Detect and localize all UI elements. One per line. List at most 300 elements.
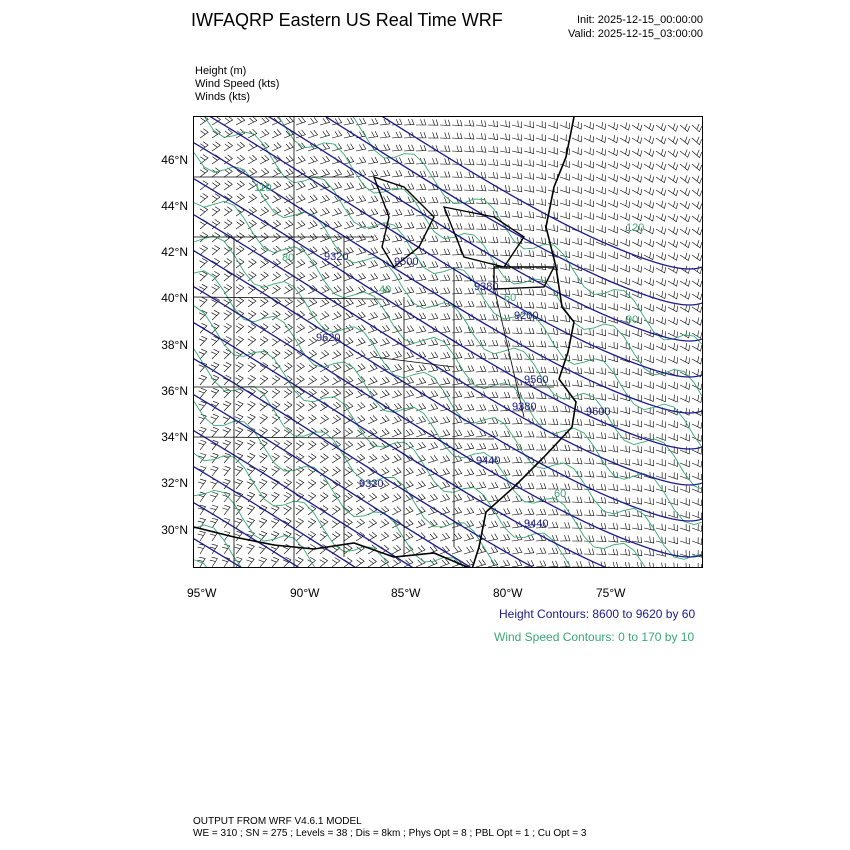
- wind-speed-contour: [194, 341, 703, 568]
- wind-barb: [572, 510, 582, 516]
- wind-barb: [656, 446, 666, 453]
- wind-barb: [452, 391, 462, 398]
- wind-barb: [380, 390, 389, 398]
- wind-barb: [608, 523, 618, 529]
- wind-barb: [368, 519, 377, 528]
- wind-barb: [524, 224, 534, 231]
- wind-barb: [404, 145, 414, 151]
- wind-barb: [692, 189, 702, 197]
- wind-barb: [668, 136, 678, 144]
- wind-barb: [235, 479, 243, 489]
- wind-barb: [584, 122, 594, 129]
- wind-barb: [308, 195, 317, 203]
- wind-barb: [548, 406, 558, 412]
- wind-barb: [680, 382, 690, 390]
- wind-barb: [596, 497, 606, 503]
- wind-barb: [572, 497, 582, 503]
- wind-barb: [248, 362, 256, 372]
- wind-barb: [656, 356, 666, 363]
- wind-barb: [296, 285, 305, 294]
- wind-barb: [404, 119, 414, 125]
- height-contour-label: 9560: [524, 374, 549, 386]
- wind-barb: [572, 199, 582, 206]
- wind-barb: [428, 416, 438, 424]
- wind-barb: [392, 545, 401, 554]
- wind-barb: [440, 559, 449, 567]
- wind-barb: [680, 292, 690, 300]
- wind-barb: [272, 389, 280, 399]
- wind-barb: [512, 392, 522, 398]
- wind-barb: [271, 492, 279, 502]
- wind-barb: [199, 271, 207, 281]
- wind-barb: [440, 171, 450, 177]
- wind-barb: [392, 351, 402, 359]
- wind-barb: [308, 156, 317, 164]
- wind-barb: [211, 414, 219, 424]
- wind-barb: [620, 562, 630, 568]
- wind-barb: [248, 375, 256, 385]
- lat-label: 36°N: [161, 384, 188, 398]
- wind-barb: [536, 341, 546, 347]
- wind-barb: [452, 417, 462, 424]
- wind-barb: [536, 199, 546, 206]
- wind-barb: [452, 546, 462, 554]
- wind-barb: [198, 479, 206, 489]
- wind-barb: [536, 406, 546, 412]
- wind-barb: [692, 511, 702, 518]
- wind-barb: [296, 480, 304, 490]
- wind-barb: [320, 558, 328, 568]
- wind-barb: [488, 314, 498, 320]
- wind-barb: [464, 185, 474, 191]
- wind-barb: [572, 173, 582, 180]
- height-contour-label: 9500: [394, 256, 419, 268]
- wind-barb: [332, 558, 340, 567]
- wind-barb: [296, 505, 304, 515]
- wind-barb: [452, 326, 462, 333]
- wind-barb: [284, 363, 292, 372]
- wind-barb: [668, 382, 678, 390]
- wind-barb: [620, 161, 630, 169]
- wind-barb: [536, 289, 546, 295]
- wind-barb: [524, 328, 534, 334]
- wind-barb: [524, 147, 534, 154]
- wind-barb: [248, 337, 256, 347]
- wind-barb: [488, 237, 498, 243]
- wind-barb: [692, 163, 702, 171]
- height-contour: [194, 491, 703, 568]
- wind-barb: [680, 511, 690, 518]
- wind-barb: [488, 379, 498, 385]
- wind-barb: [524, 302, 534, 308]
- wind-barb: [296, 220, 305, 229]
- wind-barb: [464, 365, 474, 372]
- wind-barb: [332, 221, 341, 229]
- wind-barb: [548, 548, 558, 554]
- wind-barb: [656, 382, 666, 389]
- wind-barb: [392, 325, 402, 333]
- wind-barb: [608, 161, 618, 169]
- wind-barb: [488, 224, 498, 230]
- lat-label: 32°N: [161, 476, 188, 490]
- wind-barb: [620, 278, 630, 285]
- wind-barb: [356, 364, 365, 372]
- wind-barb: [200, 258, 208, 268]
- wind-barb: [404, 403, 414, 411]
- wind-barb: [500, 237, 510, 243]
- wind-barb: [320, 376, 329, 385]
- wind-barb: [608, 562, 618, 568]
- wind-speed-contour: [194, 299, 703, 568]
- wind-barb: [596, 368, 606, 375]
- wind-barb: [404, 429, 413, 437]
- wind-barb: [548, 380, 558, 386]
- wind-barb: [608, 536, 618, 542]
- wind-barb: [428, 494, 437, 502]
- wind-barb: [680, 447, 690, 454]
- wind-barb: [584, 148, 594, 155]
- wind-barb: [500, 146, 510, 153]
- wind-barb: [356, 441, 365, 450]
- wind-barb: [222, 544, 230, 554]
- wind-barb: [632, 187, 642, 195]
- wind-barb: [272, 324, 280, 333]
- wind-barb: [584, 510, 594, 516]
- wind-barb: [464, 443, 474, 450]
- wind-barb: [246, 557, 254, 567]
- wind-barb: [524, 211, 534, 218]
- wind-barb: [452, 120, 462, 126]
- wind-barb: [416, 184, 426, 190]
- footer-config: WE = 310 ; SN = 275 ; Levels = 38 ; Dis = 8km ; Phys Opt = 8 ; PBL Opt = 1 ; Cu Opt = 3: [193, 828, 587, 839]
- wind-barb: [692, 227, 702, 235]
- wind-barb: [524, 483, 534, 489]
- wind-barb: [199, 297, 207, 307]
- wind-barb: [632, 123, 642, 131]
- wind-barb: [692, 318, 702, 326]
- wind-speed-contour-label: 80: [282, 252, 295, 264]
- wind-barb: [272, 415, 280, 425]
- wind-barb: [632, 200, 642, 208]
- wind-barb: [548, 173, 558, 180]
- wind-barb: [608, 342, 618, 349]
- wind-barb: [548, 315, 558, 322]
- height-contour-label: 9320: [359, 478, 384, 490]
- wind-barb: [644, 136, 654, 144]
- wind-barb: [656, 123, 666, 131]
- wind-barb: [404, 468, 413, 476]
- wind-barb: [596, 471, 606, 477]
- wind-barb: [680, 175, 690, 183]
- wind-barb: [692, 253, 702, 261]
- wind-barb: [248, 155, 257, 164]
- wind-barb: [392, 493, 401, 502]
- wind-barb: [404, 222, 414, 229]
- lon-label: 90°W: [290, 586, 320, 600]
- wind-barb: [548, 160, 558, 167]
- wind-barb: [632, 497, 642, 504]
- wind-barb: [284, 350, 292, 359]
- wind-barb: [488, 172, 498, 178]
- wind-barb: [308, 376, 317, 385]
- wind-barb: [248, 298, 256, 307]
- wind-barb: [260, 246, 269, 255]
- wind-barb: [416, 365, 426, 373]
- wind-barb: [380, 377, 389, 385]
- wind-barb: [476, 146, 486, 152]
- wind-barb: [380, 144, 390, 151]
- height-contour-label: 9620: [316, 332, 341, 344]
- wind-barb: [235, 401, 243, 411]
- wind-barb: [668, 123, 678, 131]
- wind-barb: [644, 498, 654, 505]
- wind-barb: [476, 159, 486, 165]
- wind-barb: [332, 234, 341, 242]
- wind-barb: [608, 484, 618, 491]
- wind-barb: [680, 279, 690, 287]
- wind-barb: [644, 317, 654, 324]
- wind-barb: [512, 172, 522, 179]
- wind-barb: [668, 524, 678, 531]
- wind-barb: [440, 455, 450, 463]
- wind-barb: [452, 507, 462, 515]
- wind-barb: [500, 379, 510, 385]
- wind-barb: [632, 459, 642, 466]
- wind-barb: [344, 389, 353, 398]
- wind-barb: [211, 310, 219, 320]
- wind-barb: [632, 368, 642, 375]
- height-contour-label: 9200: [514, 310, 539, 322]
- wind-barb: [224, 259, 232, 269]
- wind-barb: [656, 265, 666, 273]
- wind-barb: [440, 326, 450, 333]
- wind-barb: [452, 352, 462, 359]
- variable-winds-label: Winds (kts): [195, 91, 250, 103]
- wind-barb: [680, 434, 690, 441]
- wind-barb: [284, 441, 292, 451]
- wind-barb: [644, 485, 654, 492]
- wind-barb: [224, 142, 233, 151]
- wind-barb: [380, 519, 389, 528]
- wind-barb: [668, 485, 678, 492]
- wind-barb: [596, 264, 606, 271]
- wind-barb: [356, 208, 366, 216]
- wind-barb: [368, 260, 378, 268]
- wind-barb: [608, 122, 618, 130]
- wind-barb: [272, 143, 281, 152]
- wind-barb: [668, 421, 678, 428]
- wind-barb: [416, 145, 426, 151]
- wind-barb: [284, 169, 293, 178]
- wind-barb: [224, 155, 232, 164]
- wind-barb: [476, 120, 486, 126]
- wind-barb: [536, 160, 546, 167]
- wind-barb: [572, 135, 582, 142]
- wind-barb: [464, 249, 474, 255]
- wind-barb: [620, 239, 630, 246]
- wind-barb: [272, 181, 281, 190]
- wind-barb: [356, 454, 365, 463]
- wind-barb: [392, 506, 401, 515]
- wind-barb: [632, 342, 642, 349]
- wind-barb: [247, 440, 255, 450]
- wind-barb: [368, 312, 378, 320]
- wind-barb: [476, 482, 486, 489]
- wind-barb: [524, 547, 534, 554]
- wind-barb: [512, 328, 522, 334]
- wind-barb: [428, 197, 438, 203]
- wind-barb: [308, 169, 317, 177]
- wind-barb: [464, 508, 474, 516]
- wind-barb: [259, 518, 267, 528]
- wind-barb: [308, 221, 317, 229]
- wind-barb: [692, 150, 702, 158]
- wind-barb: [584, 471, 594, 477]
- height-contour-label: 9380: [474, 281, 499, 293]
- wind-barb: [512, 457, 522, 463]
- wind-barb: [632, 239, 642, 247]
- wind-barb: [536, 548, 546, 554]
- wind-barb: [356, 519, 365, 528]
- wind-barb: [210, 466, 218, 476]
- wind-barb: [500, 276, 510, 282]
- wind-barb: [224, 181, 232, 190]
- wind-barb: [572, 432, 582, 438]
- wind-barb: [224, 117, 233, 125]
- wind-barb: [668, 278, 678, 286]
- wind-barb: [668, 149, 678, 157]
- wind-barb: [608, 135, 618, 143]
- wind-speed-contour-label: 110: [254, 182, 272, 194]
- wind-barb: [296, 376, 304, 385]
- wind-barb: [344, 182, 354, 190]
- wind-barb: [210, 518, 218, 528]
- wind-barb: [572, 148, 582, 155]
- wind-barb: [344, 299, 353, 307]
- wind-barb: [272, 272, 281, 281]
- wind-barb: [476, 133, 486, 139]
- wind-barb: [211, 388, 219, 398]
- wind-barb: [392, 145, 402, 152]
- wind-barb: [260, 233, 269, 242]
- variable-height-label: Height (m): [195, 65, 247, 77]
- wind-barb: [692, 214, 702, 222]
- wind-barb: [368, 558, 376, 567]
- wind-barb: [668, 214, 678, 222]
- wind-barb: [584, 251, 594, 258]
- wind-barb: [296, 272, 305, 281]
- wind-barb: [572, 341, 582, 348]
- wind-barb: [680, 460, 690, 467]
- wind-barb: [536, 147, 546, 154]
- wind-barb: [296, 259, 305, 268]
- wind-barb: [222, 492, 230, 502]
- wind-barb: [668, 240, 678, 248]
- wind-barb: [260, 298, 268, 307]
- wind-barb: [476, 379, 486, 385]
- wind-barb: [560, 121, 570, 128]
- wind-speed-contour: [194, 495, 703, 568]
- wind-barb: [620, 148, 630, 156]
- wind-barb: [235, 440, 243, 450]
- wind-barb: [584, 549, 594, 555]
- wind-barb: [608, 368, 618, 375]
- wind-barb: [308, 519, 316, 529]
- wind-barb: [656, 136, 666, 144]
- wind-barb: [644, 226, 654, 234]
- wind-barb: [440, 468, 450, 476]
- wind-barb: [620, 484, 630, 491]
- wind-barb: [368, 131, 378, 138]
- wind-barb: [608, 174, 618, 182]
- wind-barb: [440, 158, 450, 164]
- wind-barb: [668, 253, 678, 261]
- wind-barb: [380, 455, 389, 464]
- wind-barb: [560, 522, 570, 528]
- wind-barb: [692, 201, 702, 209]
- wind-barb: [320, 415, 329, 424]
- wind-barb: [296, 143, 305, 151]
- wind-barb: [644, 394, 654, 401]
- wind-barb: [247, 453, 255, 463]
- wind-barb: [560, 290, 570, 297]
- wind-barb: [332, 350, 341, 359]
- wind-barb: [524, 444, 534, 450]
- wind-barb: [404, 158, 414, 164]
- wind-barb: [668, 395, 678, 402]
- wind-barb: [404, 351, 414, 359]
- wind-barb: [500, 457, 510, 464]
- wind-barb: [272, 311, 280, 320]
- wind-barb: [536, 212, 546, 219]
- wind-barb: [212, 207, 220, 216]
- wind-barb: [356, 144, 366, 151]
- wind-barb: [320, 234, 329, 242]
- wind-barb: [344, 545, 352, 554]
- wind-barb: [680, 227, 690, 235]
- wind-barb: [500, 133, 510, 140]
- wind-barb: [620, 123, 630, 131]
- wind-barb: [440, 146, 450, 152]
- wind-barb: [320, 493, 328, 502]
- wind-barb: [200, 245, 208, 255]
- wind-barb: [344, 170, 354, 178]
- wind-barb: [332, 363, 341, 372]
- wind-barb: [560, 134, 570, 141]
- wind-barb: [199, 388, 207, 398]
- wind-barb: [416, 132, 426, 138]
- wind-barbs: [198, 117, 702, 568]
- wind-barb: [236, 155, 245, 164]
- wind-barb: [440, 262, 450, 268]
- wind-barb: [332, 506, 340, 515]
- wind-barb: [272, 233, 281, 242]
- wind-barb: [668, 317, 678, 325]
- wind-barb: [572, 561, 582, 567]
- wind-barb: [452, 146, 462, 152]
- wind-barb: [656, 524, 666, 531]
- wind-barb: [259, 557, 267, 567]
- wind-barb: [692, 382, 702, 390]
- wind-barb: [692, 473, 702, 480]
- wind-barb: [512, 185, 522, 192]
- wind-barb: [680, 408, 690, 415]
- wind-barb: [524, 509, 534, 515]
- wind-barb: [656, 227, 666, 235]
- wind-barb: [464, 301, 474, 307]
- wind-barb: [524, 186, 534, 193]
- wind-barb: [236, 117, 245, 125]
